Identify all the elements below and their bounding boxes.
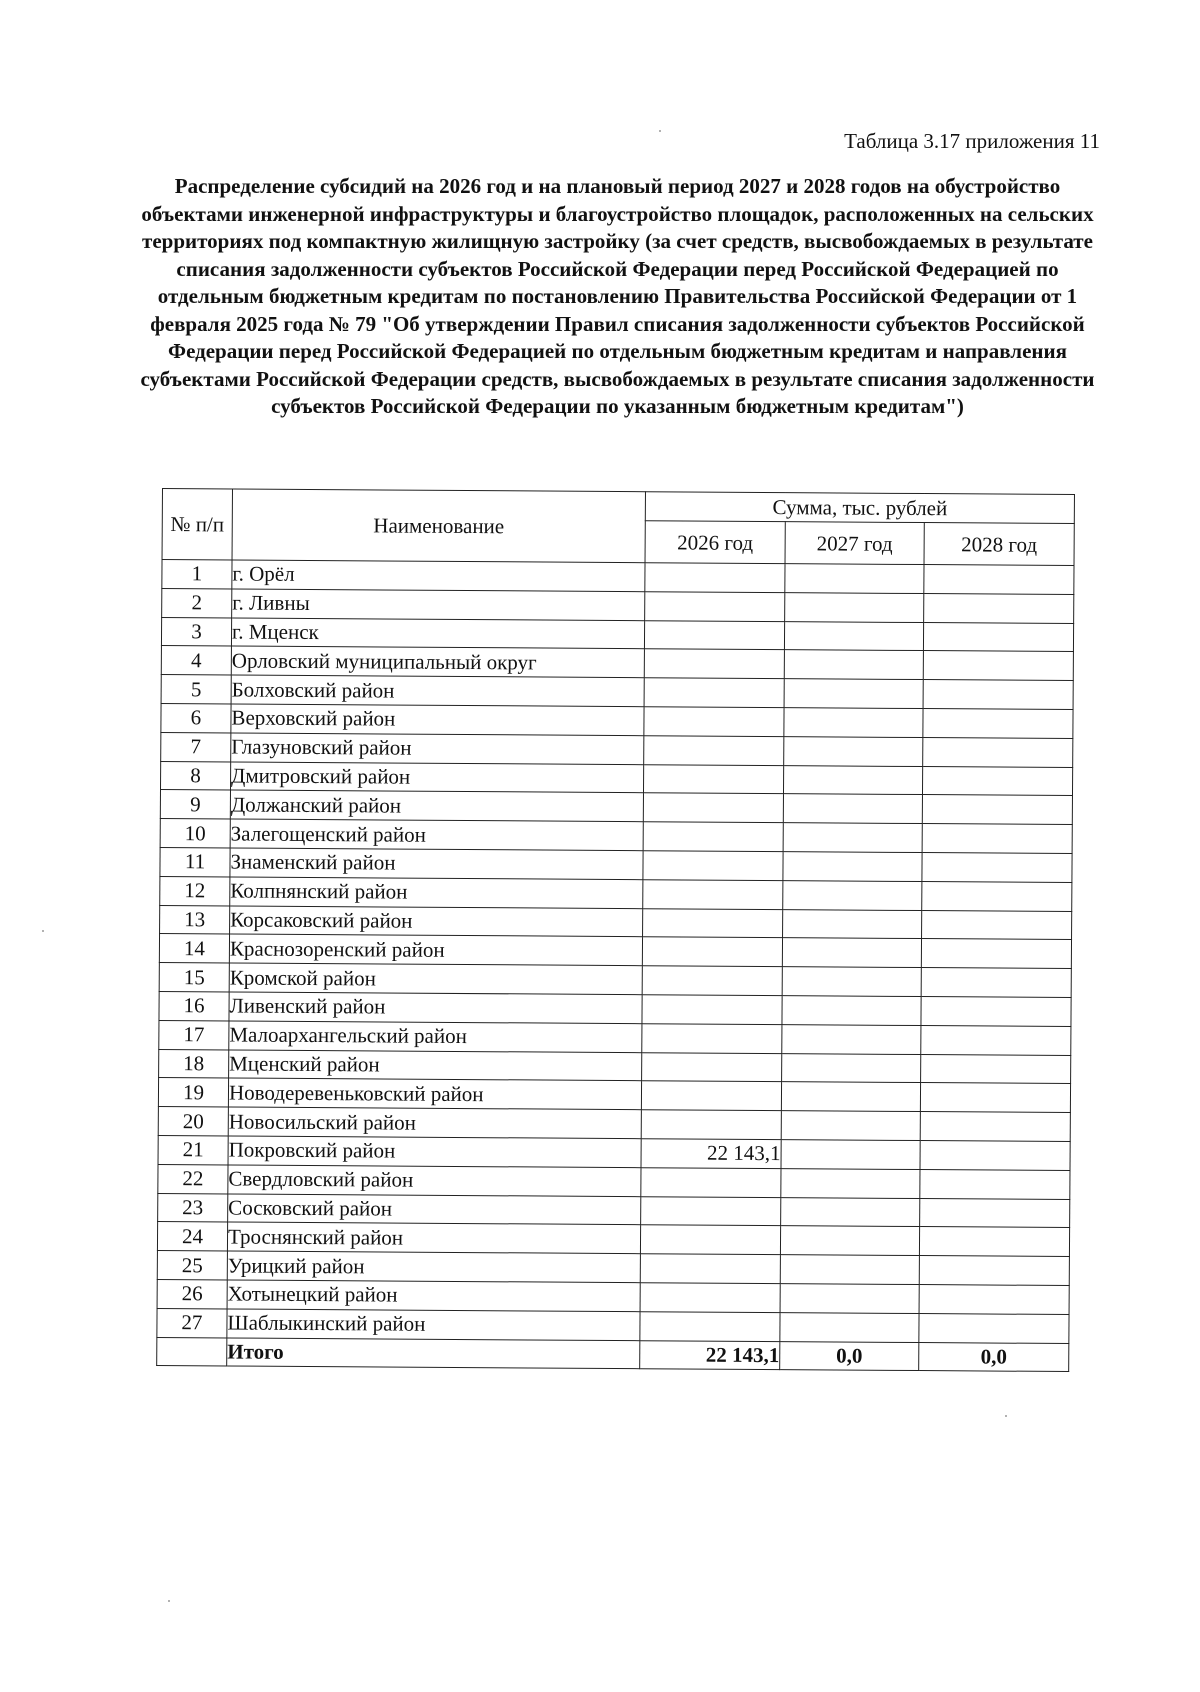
value-2027-cell — [781, 1082, 920, 1112]
value-2026-cell: 22 143,1 — [640, 1340, 780, 1370]
row-name-cell: Ливенский район — [229, 992, 642, 1024]
value-2027-cell — [785, 564, 924, 594]
value-2028-cell — [919, 1284, 1069, 1314]
value-2028-cell — [923, 737, 1073, 767]
row-name-cell: Глазуновский район — [231, 733, 644, 765]
value-2026-cell — [644, 735, 784, 765]
value-2027-cell — [784, 650, 923, 680]
value-2026-cell — [642, 937, 782, 967]
value-2026-cell — [640, 1283, 780, 1313]
row-number-cell: 25 — [157, 1251, 227, 1280]
row-number-cell: 24 — [157, 1222, 227, 1251]
value-2028-cell — [924, 593, 1074, 623]
value-2026-cell — [645, 563, 785, 593]
value-2028-cell — [920, 1140, 1070, 1170]
value-2028-cell — [920, 1198, 1070, 1228]
value-2026-cell — [644, 678, 784, 708]
value-2026-cell — [644, 707, 784, 737]
value-2026-cell — [640, 1225, 780, 1255]
value-2028-cell — [921, 1054, 1071, 1084]
value-2028-cell — [923, 709, 1073, 739]
value-2028-cell — [924, 565, 1074, 595]
value-2028-cell — [920, 1169, 1070, 1199]
row-name-cell: Орловский муниципальный округ — [231, 646, 644, 678]
row-name-cell: Болховский район — [231, 675, 644, 707]
value-2027-cell — [783, 823, 922, 853]
value-2028-cell — [919, 1313, 1069, 1343]
value-2026-cell — [643, 793, 783, 823]
row-name-cell: г. Ливны — [232, 589, 645, 621]
row-number-cell: 17 — [159, 1020, 229, 1049]
scan-speck — [42, 930, 44, 932]
row-name-cell: Свердловский район — [228, 1165, 641, 1197]
value-2028-cell — [922, 910, 1072, 940]
value-2028-cell — [922, 766, 1072, 796]
row-number-cell: 27 — [157, 1308, 227, 1337]
appendix-label: Таблица 3.17 приложения 11 — [844, 129, 1100, 153]
value-2027-cell — [781, 1111, 920, 1141]
row-name-cell: Корсаковский район — [230, 906, 643, 938]
row-name-cell: Итого — [227, 1337, 640, 1369]
value-2028-cell — [919, 1227, 1069, 1257]
row-name-cell: Колпнянский район — [230, 877, 643, 909]
row-name-cell: Верховский район — [231, 704, 644, 736]
row-number-cell: 3 — [161, 617, 231, 646]
table-body — [157, 560, 1074, 1372]
value-2027-cell — [783, 909, 922, 939]
total-row — [157, 1337, 1069, 1372]
row-number-cell: 9 — [160, 790, 230, 819]
row-number-cell: 15 — [159, 963, 229, 992]
row-name-cell: г. Орёл — [232, 560, 645, 592]
value-2027-cell — [783, 794, 922, 824]
value-2027-cell — [785, 592, 924, 622]
value-2028-cell — [922, 795, 1072, 825]
value-2028-cell — [920, 1112, 1070, 1142]
row-name-cell: Новосильский район — [228, 1107, 641, 1139]
value-2027-cell — [782, 1053, 921, 1083]
value-2028-cell: 0,0 — [919, 1342, 1069, 1372]
row-name-cell: Мценский район — [229, 1050, 642, 1082]
value-2027-cell — [780, 1284, 919, 1314]
value-2028-cell — [921, 1025, 1071, 1055]
header-year-2026: 2026 год — [645, 521, 785, 564]
value-2027-cell — [782, 967, 921, 997]
value-2028-cell — [923, 651, 1073, 681]
row-name-cell: Малоархангельский район — [229, 1021, 642, 1053]
value-2026-cell — [642, 1052, 782, 1082]
row-number-cell: 4 — [161, 646, 231, 675]
value-2026-cell — [644, 649, 784, 679]
value-2026-cell — [643, 908, 783, 938]
row-name-cell: Хотынецкий район — [227, 1280, 640, 1312]
value-2026-cell — [642, 995, 782, 1025]
value-2027-cell — [781, 1197, 920, 1227]
row-number-cell: 23 — [158, 1193, 228, 1222]
document-title: Распределение субсидий на 2026 год и на плановый период 2027 и 2028 годов на обустройство объектами инженерной инфраструктуры и благоустройство площадок, расположенных на сельских территориях под компактную жилищную застройку (за счет средств, высвобождаемых в результате списания задолженности субъектов Российской Федерации перед Российской Федерацией по отдельным бюджетным кредитам по постановлению Правительства Российской Федерации от 1 февраля 2025 года № 79 "Об утверждении Правил списания задолженности субъектов Российской Федерации перед Российской Федерацией по отдельным бюджетным кредитам и направления субъектами Российской Федерации средств, высвобождаемых в результате списания задолженности субъектов Российской Федерации по указанным бюджетным кредитам") — [140, 174, 1095, 418]
row-number-cell: 20 — [158, 1107, 228, 1136]
value-2027-cell: 0,0 — [780, 1341, 919, 1371]
scan-speck — [659, 130, 661, 132]
row-number-cell: 7 — [161, 732, 231, 761]
value-2027-cell — [784, 621, 923, 651]
value-2028-cell — [921, 996, 1071, 1026]
row-name-cell: Шаблыкинский район — [227, 1309, 640, 1341]
header-year-2028: 2028 год — [924, 523, 1074, 566]
value-2026-cell — [640, 1254, 780, 1284]
value-2028-cell — [921, 939, 1071, 969]
row-number-cell — [157, 1337, 227, 1366]
value-2027-cell — [783, 880, 922, 910]
row-number-cell: 13 — [160, 905, 230, 934]
value-2026-cell — [645, 592, 785, 622]
value-2026-cell — [642, 966, 782, 996]
value-2027-cell — [782, 938, 921, 968]
row-name-cell: Покровский район — [228, 1136, 641, 1168]
header-num: № п/п — [162, 489, 232, 560]
row-number-cell: 5 — [161, 675, 231, 704]
value-2026-cell — [641, 1110, 781, 1140]
row-number-cell: 26 — [157, 1279, 227, 1308]
table-header — [162, 489, 1074, 566]
value-2027-cell — [782, 996, 921, 1026]
value-2027-cell — [784, 736, 923, 766]
row-name-cell: Троснянский район — [227, 1222, 640, 1254]
value-2028-cell — [920, 1083, 1070, 1113]
value-2026-cell — [641, 1081, 781, 1111]
value-2028-cell — [919, 1256, 1069, 1286]
value-2027-cell — [784, 679, 923, 709]
row-number-cell: 2 — [162, 588, 232, 617]
scan-speck — [1005, 1415, 1007, 1417]
row-name-cell: Новодеревеньковский район — [228, 1078, 641, 1110]
header-name: Наименование — [232, 489, 645, 563]
row-number-cell: 19 — [158, 1078, 228, 1107]
row-number-cell: 1 — [162, 560, 232, 589]
value-2027-cell — [781, 1168, 920, 1198]
row-number-cell: 21 — [158, 1135, 228, 1164]
row-name-cell: Должанский район — [230, 790, 643, 822]
row-number-cell: 16 — [159, 991, 229, 1020]
row-name-cell: Сосковский район — [228, 1193, 641, 1225]
value-2026-cell — [641, 1196, 781, 1226]
value-2026-cell — [643, 822, 783, 852]
row-number-cell: 22 — [158, 1164, 228, 1193]
value-2026-cell — [640, 1311, 780, 1341]
header-sum: Сумма, тыс. рублей — [645, 492, 1074, 524]
value-2028-cell — [922, 824, 1072, 854]
value-2027-cell — [780, 1312, 919, 1342]
row-name-cell: Урицкий район — [227, 1251, 640, 1283]
value-2026-cell — [643, 879, 783, 909]
row-number-cell: 18 — [159, 1049, 229, 1078]
row-name-cell: Знаменский район — [230, 848, 643, 880]
row-number-cell: 12 — [160, 876, 230, 905]
value-2027-cell — [780, 1226, 919, 1256]
row-number-cell: 6 — [161, 703, 231, 732]
row-name-cell: г. Мценск — [231, 618, 644, 650]
value-2026-cell — [644, 620, 784, 650]
value-2026-cell — [643, 851, 783, 881]
row-name-cell: Дмитровский район — [230, 762, 643, 794]
row-number-cell: 8 — [160, 761, 230, 790]
header-year-2027: 2027 год — [785, 522, 924, 565]
value-2026-cell — [643, 764, 783, 794]
row-name-cell: Краснозоренский район — [229, 934, 642, 966]
value-2026-cell: 22 143,1 — [641, 1139, 781, 1169]
value-2027-cell — [784, 708, 923, 738]
value-2027-cell — [783, 852, 922, 882]
value-2028-cell — [922, 881, 1072, 911]
row-name-cell: Кромской район — [229, 963, 642, 995]
value-2027-cell — [780, 1255, 919, 1285]
value-2027-cell — [781, 1140, 920, 1170]
value-2026-cell — [642, 1023, 782, 1053]
value-2028-cell — [921, 968, 1071, 998]
row-number-cell: 11 — [160, 847, 230, 876]
value-2028-cell — [923, 622, 1073, 652]
value-2028-cell — [923, 680, 1073, 710]
row-name-cell: Залегощенский район — [230, 819, 643, 851]
row-number-cell: 10 — [160, 819, 230, 848]
subsidy-table — [156, 488, 1075, 1372]
value-2026-cell — [641, 1167, 781, 1197]
value-2028-cell — [922, 853, 1072, 883]
row-number-cell: 14 — [159, 934, 229, 963]
value-2027-cell — [782, 1024, 921, 1054]
value-2027-cell — [783, 765, 922, 795]
scan-speck — [168, 1600, 170, 1602]
